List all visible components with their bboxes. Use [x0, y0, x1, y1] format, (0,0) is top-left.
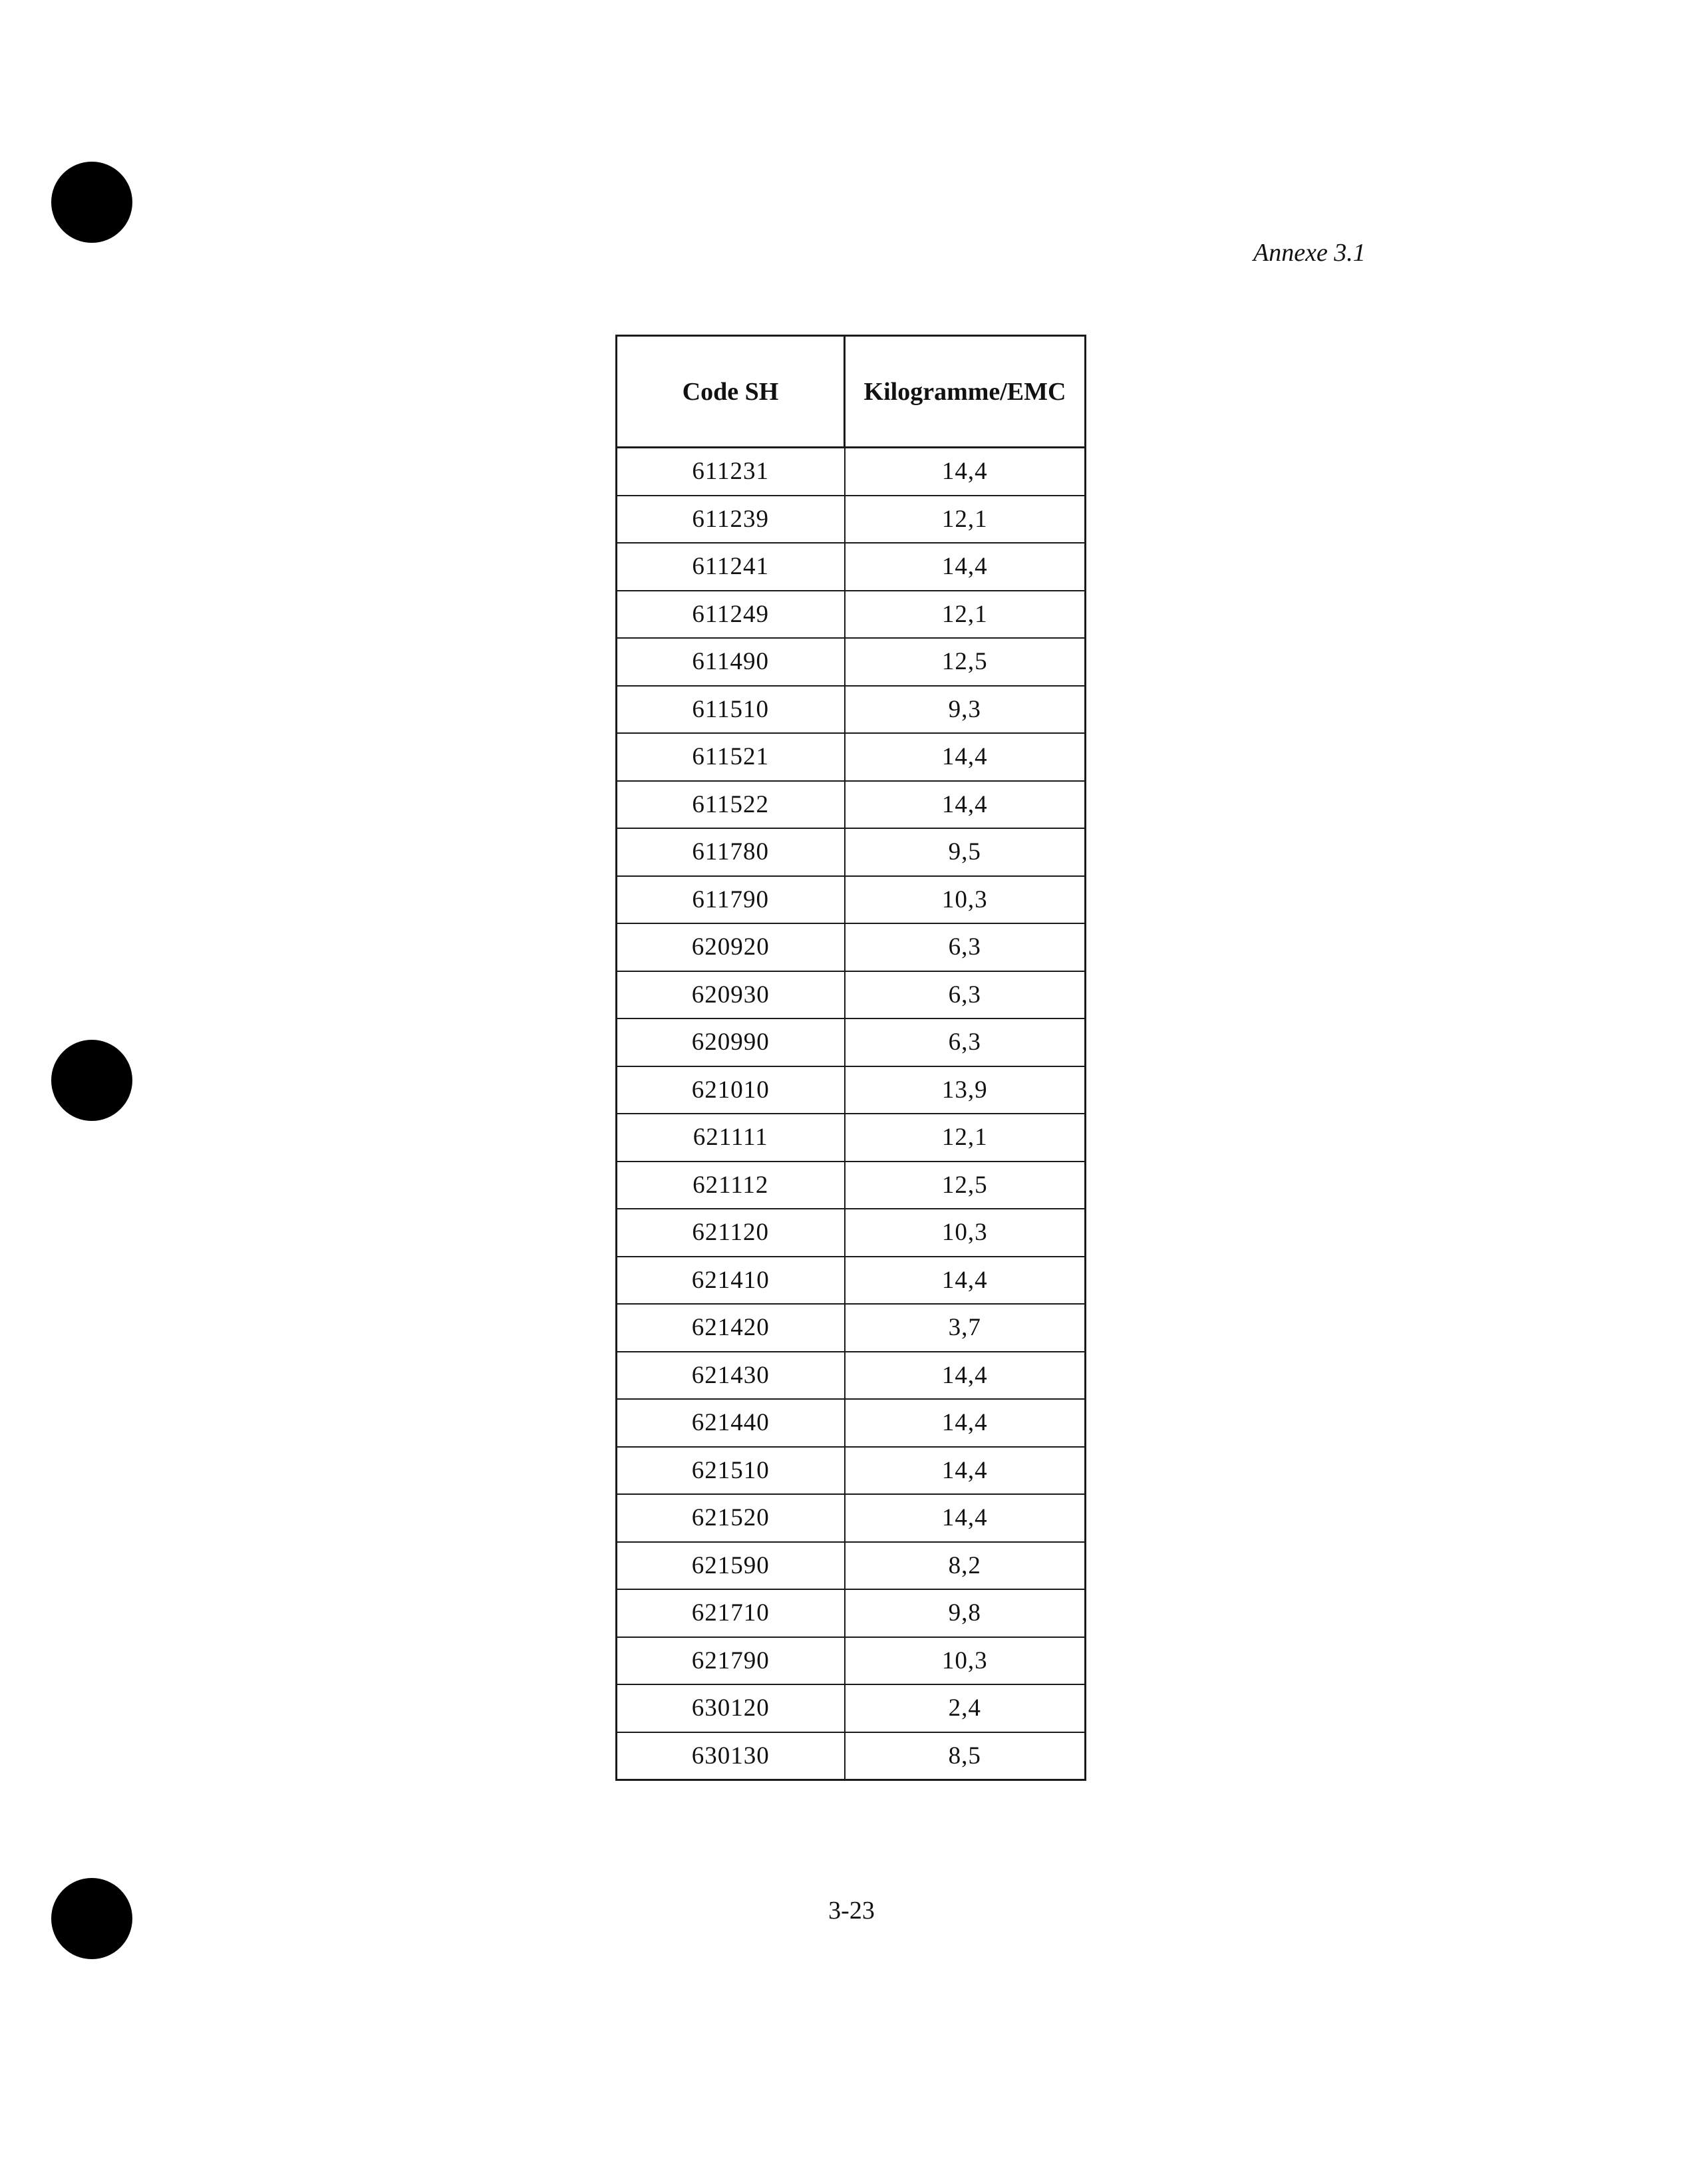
table-row: [617, 971, 1086, 1019]
cell-kilogramme-emc: 12,1: [845, 496, 1086, 544]
table-row: [617, 923, 1086, 971]
cell-code-sh: 611522: [617, 781, 845, 829]
cell-code-sh: 611521: [617, 733, 845, 781]
cell-kilogramme-emc: 12,5: [845, 1162, 1086, 1209]
cell-code-sh: 611780: [617, 828, 845, 876]
cell-code-sh: 630130: [617, 1732, 845, 1780]
column-header-code: Code SH: [617, 336, 845, 448]
cell-kilogramme-emc: 14,4: [845, 1352, 1086, 1400]
cell-kilogramme-emc: 14,4: [845, 781, 1086, 829]
cell-code-sh: 621520: [617, 1494, 845, 1542]
table-row: [617, 1257, 1086, 1305]
cell-code-sh: 611239: [617, 496, 845, 544]
table-row: [617, 591, 1086, 639]
table-row: [617, 1066, 1086, 1114]
table-body: [617, 448, 1086, 1780]
cell-kilogramme-emc: 14,4: [845, 543, 1086, 591]
table-row: [617, 1399, 1086, 1447]
cell-code-sh: 620920: [617, 923, 845, 971]
table-row: [617, 733, 1086, 781]
cell-kilogramme-emc: 3,7: [845, 1304, 1086, 1352]
table-row: [617, 1589, 1086, 1637]
binder-hole-middle: [51, 1040, 132, 1121]
cell-code-sh: 611241: [617, 543, 845, 591]
cell-code-sh: 621111: [617, 1114, 845, 1162]
cell-kilogramme-emc: 8,5: [845, 1732, 1086, 1780]
cell-kilogramme-emc: 10,3: [845, 1637, 1086, 1685]
table-row: [617, 1162, 1086, 1209]
cell-kilogramme-emc: 2,4: [845, 1684, 1086, 1732]
cell-kilogramme-emc: 12,1: [845, 591, 1086, 639]
cell-kilogramme-emc: 10,3: [845, 1209, 1086, 1257]
cell-code-sh: 621440: [617, 1399, 845, 1447]
table-row: [617, 1542, 1086, 1590]
binder-hole-top: [51, 162, 132, 243]
table-row: [617, 1114, 1086, 1162]
cell-kilogramme-emc: 14,4: [845, 1494, 1086, 1542]
cell-code-sh: 611231: [617, 448, 845, 496]
cell-kilogramme-emc: 6,3: [845, 971, 1086, 1019]
cell-code-sh: 621590: [617, 1542, 845, 1590]
cell-kilogramme-emc: 6,3: [845, 923, 1086, 971]
table-row: [617, 448, 1086, 496]
table-row: [617, 638, 1086, 686]
table-row: [617, 876, 1086, 924]
cell-code-sh: 611790: [617, 876, 845, 924]
cell-kilogramme-emc: 14,4: [845, 733, 1086, 781]
annexe-label: Annexe 3.1: [1253, 239, 1366, 267]
cell-code-sh: 621010: [617, 1066, 845, 1114]
cell-code-sh: 620990: [617, 1018, 845, 1066]
cell-code-sh: 621710: [617, 1589, 845, 1637]
page-number: 3-23: [828, 1897, 875, 1925]
cell-kilogramme-emc: 12,5: [845, 638, 1086, 686]
table-row: [617, 828, 1086, 876]
cell-code-sh: 621420: [617, 1304, 845, 1352]
table-row: [617, 781, 1086, 829]
table-row: [617, 1304, 1086, 1352]
cell-code-sh: 621790: [617, 1637, 845, 1685]
table-header-row: [617, 336, 1086, 448]
cell-code-sh: 611249: [617, 591, 845, 639]
cell-kilogramme-emc: 9,8: [845, 1589, 1086, 1637]
cell-kilogramme-emc: 14,4: [845, 1257, 1086, 1305]
table-row: [617, 1637, 1086, 1685]
table-row: [617, 1352, 1086, 1400]
cell-kilogramme-emc: 9,3: [845, 686, 1086, 734]
cell-code-sh: 611490: [617, 638, 845, 686]
cell-code-sh: 621430: [617, 1352, 845, 1400]
table-row: [617, 1732, 1086, 1780]
cell-kilogramme-emc: 10,3: [845, 876, 1086, 924]
cell-kilogramme-emc: 14,4: [845, 1399, 1086, 1447]
cell-kilogramme-emc: 12,1: [845, 1114, 1086, 1162]
cell-code-sh: 621112: [617, 1162, 845, 1209]
column-header-weight: Kilogramme/EMC: [845, 336, 1086, 448]
cell-kilogramme-emc: 14,4: [845, 448, 1086, 496]
table-row: [617, 1209, 1086, 1257]
cell-code-sh: 630120: [617, 1684, 845, 1732]
cell-code-sh: 621120: [617, 1209, 845, 1257]
cell-kilogramme-emc: 8,2: [845, 1542, 1086, 1590]
cell-kilogramme-emc: 6,3: [845, 1018, 1086, 1066]
table-row: [617, 543, 1086, 591]
cell-code-sh: 620930: [617, 971, 845, 1019]
code-weight-table: [615, 335, 1086, 1781]
table-row: [617, 1447, 1086, 1495]
cell-code-sh: 621510: [617, 1447, 845, 1495]
table-row: [617, 1684, 1086, 1732]
cell-kilogramme-emc: 14,4: [845, 1447, 1086, 1495]
cell-kilogramme-emc: 9,5: [845, 828, 1086, 876]
table-row: [617, 496, 1086, 544]
table-row: [617, 1018, 1086, 1066]
cell-code-sh: 611510: [617, 686, 845, 734]
cell-kilogramme-emc: 13,9: [845, 1066, 1086, 1114]
binder-hole-bottom: [51, 1878, 132, 1959]
cell-code-sh: 621410: [617, 1257, 845, 1305]
table-row: [617, 686, 1086, 734]
table-row: [617, 1494, 1086, 1542]
